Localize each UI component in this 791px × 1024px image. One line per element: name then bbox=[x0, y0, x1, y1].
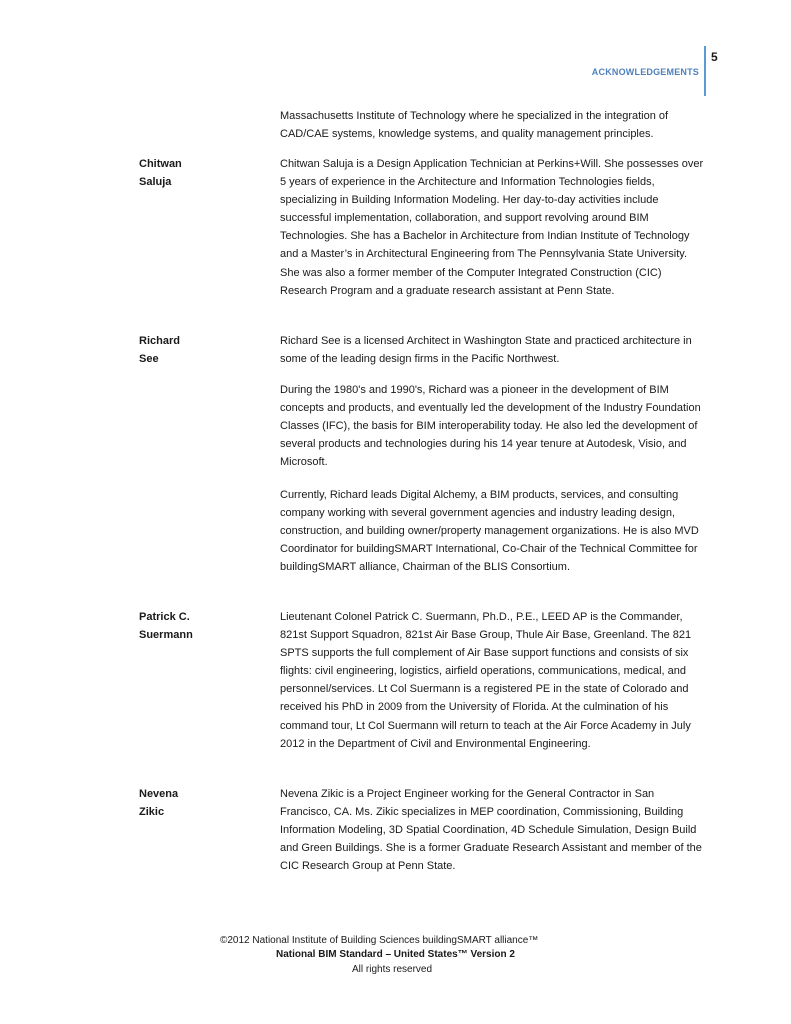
bio-paragraph: Lieutenant Colonel Patrick C. Suermann, Ph.D., P.E., LEED AP is the Commander, 821st Support Squadron, 821st Air Base Group, Thule Air Base, Greenland. The 821 SPTS supports the full complement of Air Base support functions and consists of six flights: civil engineering, logistics, airfield operations, communications, medical, and personnel/services. Lt Col Suermann is a registered PE in the state of Colorado and received his PhD in 2009 from the University of Florida. At the culmination of his command tour, Lt Col Suermann will return to teach at the Air Force Academy in July 2012 in the Department of Civil and Environmental Engineering. bbox=[280, 611, 692, 750]
person-name: Chitwan Saluja bbox=[139, 158, 182, 188]
person-name: Richard See bbox=[139, 335, 180, 365]
footer-rights: All rights reserved bbox=[352, 964, 433, 975]
bio-paragraph: Currently, Richard leads Digital Alchemy, a BIM products, services, and consulting company working with several government agencies and industry leading design, construction, and building owner/property management organizations. He is also MVD Coordinator for buildingSMART International, Co-Chair of the Technical Committee for buildingSMART alliance, Chairman of the BLIS Consortium. bbox=[280, 489, 699, 574]
person-name: Patrick C. Suermann bbox=[139, 611, 193, 641]
footer-standard-title: National BIM Standard – United States™ Version 2 bbox=[276, 949, 515, 960]
header-divider bbox=[704, 46, 706, 96]
bio-paragraph: Chitwan Saluja is a Design Application Technician at Perkins+Will. She possesses over 5 years of experience in the Architecture and Information Technologies fields, specializing in Building Information Modeling. Her day-to-day activities include successful implementation, collaboration, and support revolving around BIM Technologies. She has a Bachelor in Architecture from Indian Institute of Technology and a Master’s in Architectural Engineering from The Pennsylvania State University. She was also a former member of the Computer Integrated Construction (CIC) Research Program and a graduate research assistant at Penn State. bbox=[280, 158, 704, 297]
person-name: Nevena Zikic bbox=[139, 788, 179, 818]
footer-copyright: ©2012 National Institute of Building Sciences buildingSMART alliance™ bbox=[220, 935, 539, 946]
continuation-paragraph: Massachusetts Institute of Technology where he specialized in the integration of CAD/CAE systems, knowledge systems, and quality management principles. bbox=[280, 110, 669, 141]
bio-paragraph: During the 1980's and 1990's, Richard was a pioneer in the development of BIM concepts and products, and eventually led the development of the Industry Foundation Classes (IFC), the basis for BIM interoperability today. He also led the development of several products and technologies during his 14 year tenure at Autodesk, Visio, and Microsoft. bbox=[280, 384, 701, 469]
bio-paragraph: Richard See is a licensed Architect in Washington State and practiced architecture in some of the leading design firms in the Pacific Northwest. bbox=[280, 335, 692, 366]
page-number: 5 bbox=[711, 50, 718, 64]
section-title: ACKNOWLEDGEMENTS bbox=[591, 67, 699, 77]
bio-paragraph: Nevena Zikic is a Project Engineer working for the General Contractor in San Francisco, CA. Ms. Zikic specializes in MEP coordination, Commissioning, Building Information Modeling, 3D Spatial Coordination, 4D Schedule Simulation, Design Build and Green Buildings. She is a former Graduate Research Assistant and member of the CIC Research Group at Penn State. bbox=[280, 788, 702, 873]
